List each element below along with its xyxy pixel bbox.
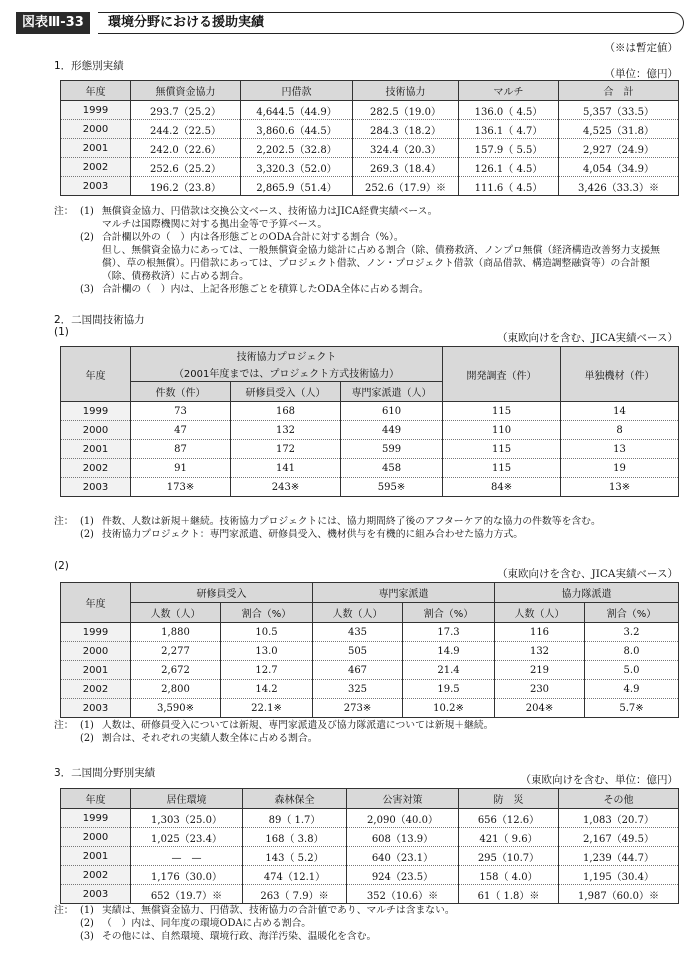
value-cell: 324.4（20.3） (353, 139, 459, 158)
value-cell: 168（ 3.8） (243, 828, 347, 847)
note-label (54, 218, 80, 231)
value-cell: 14.9 (403, 642, 495, 661)
value-cell: 2,927（24.9） (559, 139, 679, 158)
note-text: 人数は、研修員受入については新規、専門家派遣及び協力隊派遣については新規＋継続。 (102, 720, 494, 731)
t1-col-2: 円借款 (241, 81, 353, 101)
value-cell: 449 (341, 421, 443, 440)
value-cell: 252.6（25.2） (131, 158, 241, 177)
t2-row-2002 (61, 459, 679, 478)
note-text: 割合は、それぞれの実績人数全体に占める割合。 (102, 733, 318, 744)
value-cell: 14 (561, 402, 679, 421)
section2-notes1 (54, 515, 678, 541)
value-cell: 435 (313, 623, 403, 642)
t2-sub-col-0: 件数（件） (131, 382, 231, 402)
col-year: 年度 (61, 347, 131, 402)
value-cell: 242.0（22.6） (131, 139, 241, 158)
note-number: (2) (80, 232, 94, 243)
value-cell: 84※ (443, 478, 561, 497)
value-cell: 2,865.9（51.4） (241, 177, 353, 196)
value-cell: 116 (495, 623, 585, 642)
value-cell: 3,590※ (131, 699, 221, 718)
year-cell: 1999 (61, 402, 131, 421)
t4-col-4: 防 災 (459, 789, 559, 809)
year-cell: 2001 (61, 847, 131, 866)
note-item (54, 515, 678, 528)
value-cell: 640（23.1） (347, 847, 459, 866)
value-cell: 5,357（33.5） (559, 101, 679, 120)
note-number (80, 218, 102, 231)
value-cell: 13.0 (221, 642, 313, 661)
note-item (54, 930, 678, 943)
section1-unit: （単位：億円） (604, 68, 678, 80)
section2-heading: 2．二国間技術協力 (54, 314, 145, 326)
year-cell: 2003 (61, 177, 131, 196)
value-cell: 2,800 (131, 680, 221, 699)
col-group-project: 技術協力プロジェクト (131, 347, 443, 365)
value-cell: 1,025（23.4） (131, 828, 243, 847)
value-cell: 141 (231, 459, 341, 478)
year-cell: 1999 (61, 809, 131, 828)
field-results-table (60, 788, 679, 904)
value-cell: 325 (313, 680, 403, 699)
value-cell: 458 (341, 459, 443, 478)
year-cell: 2003 (61, 885, 131, 904)
note-number: (1) (80, 720, 94, 731)
value-cell: 87 (131, 440, 231, 459)
value-cell: 924（23.5） (347, 866, 459, 885)
t3-sub-col-4: 人数（人） (495, 603, 585, 623)
t4-row-2003 (61, 885, 679, 904)
note-number: (2) (80, 529, 94, 540)
note-text: その他には、自然環境、環境行政、海洋汚染、温暖化を含む。 (102, 931, 377, 942)
value-cell: 244.2（22.5） (131, 120, 241, 139)
t3-group-2: 協力隊派遣 (495, 583, 679, 603)
note-item (54, 917, 678, 930)
year-cell: 1999 (61, 623, 131, 642)
t1-col-1: 無償資金協力 (131, 81, 241, 101)
t3-row-1999 (61, 623, 679, 642)
year-cell: 2002 (61, 459, 131, 478)
year-cell: 2001 (61, 440, 131, 459)
value-cell: 17.3 (403, 623, 495, 642)
note-label (54, 231, 80, 244)
t1-row-2001 (61, 139, 679, 158)
t1-row-2003 (61, 177, 679, 196)
value-cell: 269.3（18.4） (353, 158, 459, 177)
value-cell: 132 (231, 421, 341, 440)
value-cell: 1,195（30.4） (559, 866, 679, 885)
note-label (54, 930, 80, 943)
value-cell: 91 (131, 459, 231, 478)
t3-row-2000 (61, 642, 679, 661)
year-cell: 2001 (61, 139, 131, 158)
t1-row-1999 (61, 101, 679, 120)
t3-sub-col-3: 割合（%） (403, 603, 495, 623)
note-text: 件数、人数は新規＋継続。技術協力プロジェクトには、協力期間終了後のアフターケア的な協力の件数等を含む。 (102, 516, 601, 527)
t3-sub-col-0: 人数（人） (131, 603, 221, 623)
t1-row-2002 (61, 158, 679, 177)
value-cell: 5.7※ (585, 699, 679, 718)
value-cell: 3,860.6（44.5） (241, 120, 353, 139)
year-cell: 2001 (61, 661, 131, 680)
value-cell: 467 (313, 661, 403, 680)
note-number (80, 244, 102, 283)
value-cell: 610 (341, 402, 443, 421)
value-cell: 4.9 (585, 680, 679, 699)
value-cell: 168 (231, 402, 341, 421)
value-cell: 474（12.1） (243, 866, 347, 885)
value-cell: 3,320.3（52.0） (241, 158, 353, 177)
t3-row-2002 (61, 680, 679, 699)
value-cell: 608（13.9） (347, 828, 459, 847)
section1-notes (54, 205, 678, 296)
note-number: (2) (80, 733, 94, 744)
t2-row-1999 (61, 402, 679, 421)
t3-group-0: 研修員受入 (131, 583, 313, 603)
value-cell: 204※ (495, 699, 585, 718)
value-cell: 595※ (341, 478, 443, 497)
value-cell: 173※ (131, 478, 231, 497)
t3-group-1: 専門家派遣 (313, 583, 495, 603)
value-cell: 19 (561, 459, 679, 478)
value-cell: 21.4 (403, 661, 495, 680)
value-cell: 2,277 (131, 642, 221, 661)
value-cell: 1,880 (131, 623, 221, 642)
value-cell: 656（12.6） (459, 809, 559, 828)
value-cell: 172 (231, 440, 341, 459)
t4-row-2002 (61, 866, 679, 885)
value-cell: 352（10.6）※ (347, 885, 459, 904)
value-cell: 110 (443, 421, 561, 440)
note-text: 無償資金協力、円借款は交換公文ベース、技術協力はJICA経費実績ベース。 (102, 206, 438, 217)
year-cell: 2000 (61, 642, 131, 661)
value-cell: 284.3（18.2） (353, 120, 459, 139)
t3-sub-col-5: 割合（%） (585, 603, 679, 623)
note-item (54, 528, 678, 541)
t3-row-2001 (61, 661, 679, 680)
value-cell: 599 (341, 440, 443, 459)
note-label: 注： (54, 720, 74, 731)
year-cell: 1999 (61, 101, 131, 120)
col-dev-survey: 開発調査（件） (443, 347, 561, 402)
figure-banner (16, 12, 684, 34)
note-label (54, 244, 80, 283)
value-cell: 2,672 (131, 661, 221, 680)
t4-row-1999 (61, 809, 679, 828)
value-cell: 219 (495, 661, 585, 680)
technical-cooperation-table (60, 346, 679, 497)
value-cell: 10.5 (221, 623, 313, 642)
t1-col-4: マルチ (459, 81, 559, 101)
value-cell: 421（ 9.6） (459, 828, 559, 847)
value-cell: 22.1※ (221, 699, 313, 718)
year-cell: 2002 (61, 158, 131, 177)
value-cell: 136.0（ 4.5） (459, 101, 559, 120)
note-number: (1) (80, 516, 94, 527)
year-cell: 2000 (61, 828, 131, 847)
section2-basis2: （東欧向けを含む、JICA実績ベース） (497, 568, 678, 580)
value-cell: 3.2 (585, 623, 679, 642)
value-cell: 293.7（25.2） (131, 101, 241, 120)
note-label (54, 732, 80, 745)
t3-col-year: 年度 (61, 583, 131, 623)
value-cell: 5.0 (585, 661, 679, 680)
value-cell: 61（ 1.8）※ (459, 885, 559, 904)
t1-col-3: 技術協力 (353, 81, 459, 101)
t3-row-2003 (61, 699, 679, 718)
value-cell: 2,202.5（32.8） (241, 139, 353, 158)
value-cell: 196.2（23.8） (131, 177, 241, 196)
t4-col-2: 森林保全 (243, 789, 347, 809)
section2-notes2 (54, 719, 678, 745)
note-label: 注： (54, 516, 74, 527)
note-item (54, 244, 678, 283)
section2-basis1: （東欧向けを含む、JICA実績ベース） (497, 332, 678, 344)
value-cell: 2,167（49.5） (559, 828, 679, 847)
form-results-table (60, 80, 679, 196)
note-item (54, 231, 678, 244)
t2-row-2003 (61, 478, 679, 497)
value-cell: — — (131, 847, 243, 866)
value-cell: 505 (313, 642, 403, 661)
note-number: (3) (80, 284, 94, 295)
value-cell: 12.7 (221, 661, 313, 680)
value-cell: 115 (443, 402, 561, 421)
section3-notes (54, 904, 678, 943)
value-cell: 273※ (313, 699, 403, 718)
value-cell: 1,083（20.7） (559, 809, 679, 828)
year-cell: 2003 (61, 699, 131, 718)
col-group-project-note: （2001年度までは、プロジェクト方式技術協力） (131, 364, 443, 382)
col-equipment: 単独機材（件） (561, 347, 679, 402)
value-cell: 8.0 (585, 642, 679, 661)
note-label: 注： (54, 905, 74, 916)
value-cell: 252.6（17.9）※ (353, 177, 459, 196)
t3-sub-col-1: 割合（%） (221, 603, 313, 623)
value-cell: 158（ 4.0） (459, 866, 559, 885)
note-label: 注： (54, 206, 74, 217)
personnel-table (60, 582, 679, 718)
value-cell: 4,644.5（44.9） (241, 101, 353, 120)
year-cell: 2003 (61, 478, 131, 497)
value-cell: 3,426（33.3）※ (559, 177, 679, 196)
value-cell: 13 (561, 440, 679, 459)
t4-col-5: その他 (559, 789, 679, 809)
t2-sub-col-2: 専門家派遣（人） (341, 382, 443, 402)
note-item (54, 218, 678, 231)
note-item (54, 719, 678, 732)
year-cell: 2000 (61, 120, 131, 139)
note-text: （ ）内は、同年度の環境ODAに占める割合。 (102, 918, 312, 929)
figure-title: 環境分野における援助実績 (98, 12, 684, 34)
note-text: 実績は、無償資金協力、円借款、技術協力の合計値であり、マルチは含まない。 (102, 905, 455, 916)
value-cell: 243※ (231, 478, 341, 497)
value-cell: 1,303（25.0） (131, 809, 243, 828)
t1-col-5: 合 計 (559, 81, 679, 101)
section3-heading: 3．二国間分野別実績 (54, 767, 156, 779)
note-text: 合計欄以外の（ ）内は各形態ごとのODA合計に対する割合（%）。 (102, 232, 404, 243)
value-cell: 652（19.7）※ (131, 885, 243, 904)
t2-row-2001 (61, 440, 679, 459)
value-cell: 13※ (561, 478, 679, 497)
note-text: マルチは国際機関に対する拠出金等で予算ベース。 (102, 219, 328, 230)
t4-row-2000 (61, 828, 679, 847)
value-cell: 1,987（60.0）※ (559, 885, 679, 904)
note-text: 但し、無償資金協力にあっては、一般無償資金協力総計に占める割合（除、債務救済、ノンプロ無償（経済構造改善努力支援無償）、草の根無償）。円借款にあっては、プロジェクト借款、ノン・プロジェクト借款（商品借款、構造調整融資等）の合計額（除、債務救済）に占める割合。 (102, 245, 660, 282)
value-cell: 8 (561, 421, 679, 440)
value-cell: 1,176（30.0） (131, 866, 243, 885)
t4-col-0: 年度 (61, 789, 131, 809)
value-cell: 89（ 1.7） (243, 809, 347, 828)
value-cell: 115 (443, 440, 561, 459)
value-cell: 73 (131, 402, 231, 421)
value-cell: 115 (443, 459, 561, 478)
t4-row-2001 (61, 847, 679, 866)
value-cell: 1,239（44.7） (559, 847, 679, 866)
note-item (54, 904, 678, 917)
t4-col-1: 居住環境 (131, 789, 243, 809)
note-number: (2) (80, 918, 94, 929)
value-cell: 282.5（19.0） (353, 101, 459, 120)
note-item (54, 205, 678, 218)
t4-col-3: 公害対策 (347, 789, 459, 809)
note-item (54, 283, 678, 296)
note-label (54, 283, 80, 296)
value-cell: 136.1（ 4.7） (459, 120, 559, 139)
year-cell: 2000 (61, 421, 131, 440)
note-text: 合計欄の（ ）内は、上記各形態ごとを積算したODA全体に占める割合。 (102, 284, 429, 295)
year-cell: 2002 (61, 866, 131, 885)
value-cell: 132 (495, 642, 585, 661)
value-cell: 111.6（ 4.5） (459, 177, 559, 196)
value-cell: 47 (131, 421, 231, 440)
value-cell: 263（ 7.9）※ (243, 885, 347, 904)
value-cell: 14.2 (221, 680, 313, 699)
t3-sub-col-2: 人数（人） (313, 603, 403, 623)
t1-col-0: 年度 (61, 81, 131, 101)
note-number: (1) (80, 905, 94, 916)
section2-sub2: (2) (54, 560, 69, 572)
t1-row-2000 (61, 120, 679, 139)
value-cell: 19.5 (403, 680, 495, 699)
note-label (54, 528, 80, 541)
section2-sub1: (1) (54, 326, 69, 338)
note-label (54, 917, 80, 930)
t2-sub-col-1: 研修員受入（人） (231, 382, 341, 402)
figure-number: 図表Ⅲ-33 (16, 12, 90, 34)
note-item (54, 732, 678, 745)
value-cell: 4,525（31.8） (559, 120, 679, 139)
section3-basis: （東欧向けを含む、単位：億円） (520, 774, 678, 786)
value-cell: 4,054（34.9） (559, 158, 679, 177)
section1-heading: 1．形態別実績 (54, 60, 124, 72)
note-text: 技術協力プロジェクト：専門家派遣、研修員受入、機材供与を有機的に組み合わせた協力方式。 (102, 529, 524, 540)
value-cell: 2,090（40.0） (347, 809, 459, 828)
value-cell: 10.2※ (403, 699, 495, 718)
note-number: (3) (80, 931, 94, 942)
t2-row-2000 (61, 421, 679, 440)
value-cell: 126.1（ 4.5） (459, 158, 559, 177)
year-cell: 2002 (61, 680, 131, 699)
value-cell: 143（ 5.2） (243, 847, 347, 866)
note-number: (1) (80, 206, 94, 217)
provisional-note: （※は暫定値） (604, 42, 678, 54)
value-cell: 230 (495, 680, 585, 699)
value-cell: 295（10.7） (459, 847, 559, 866)
value-cell: 157.9（ 5.5） (459, 139, 559, 158)
